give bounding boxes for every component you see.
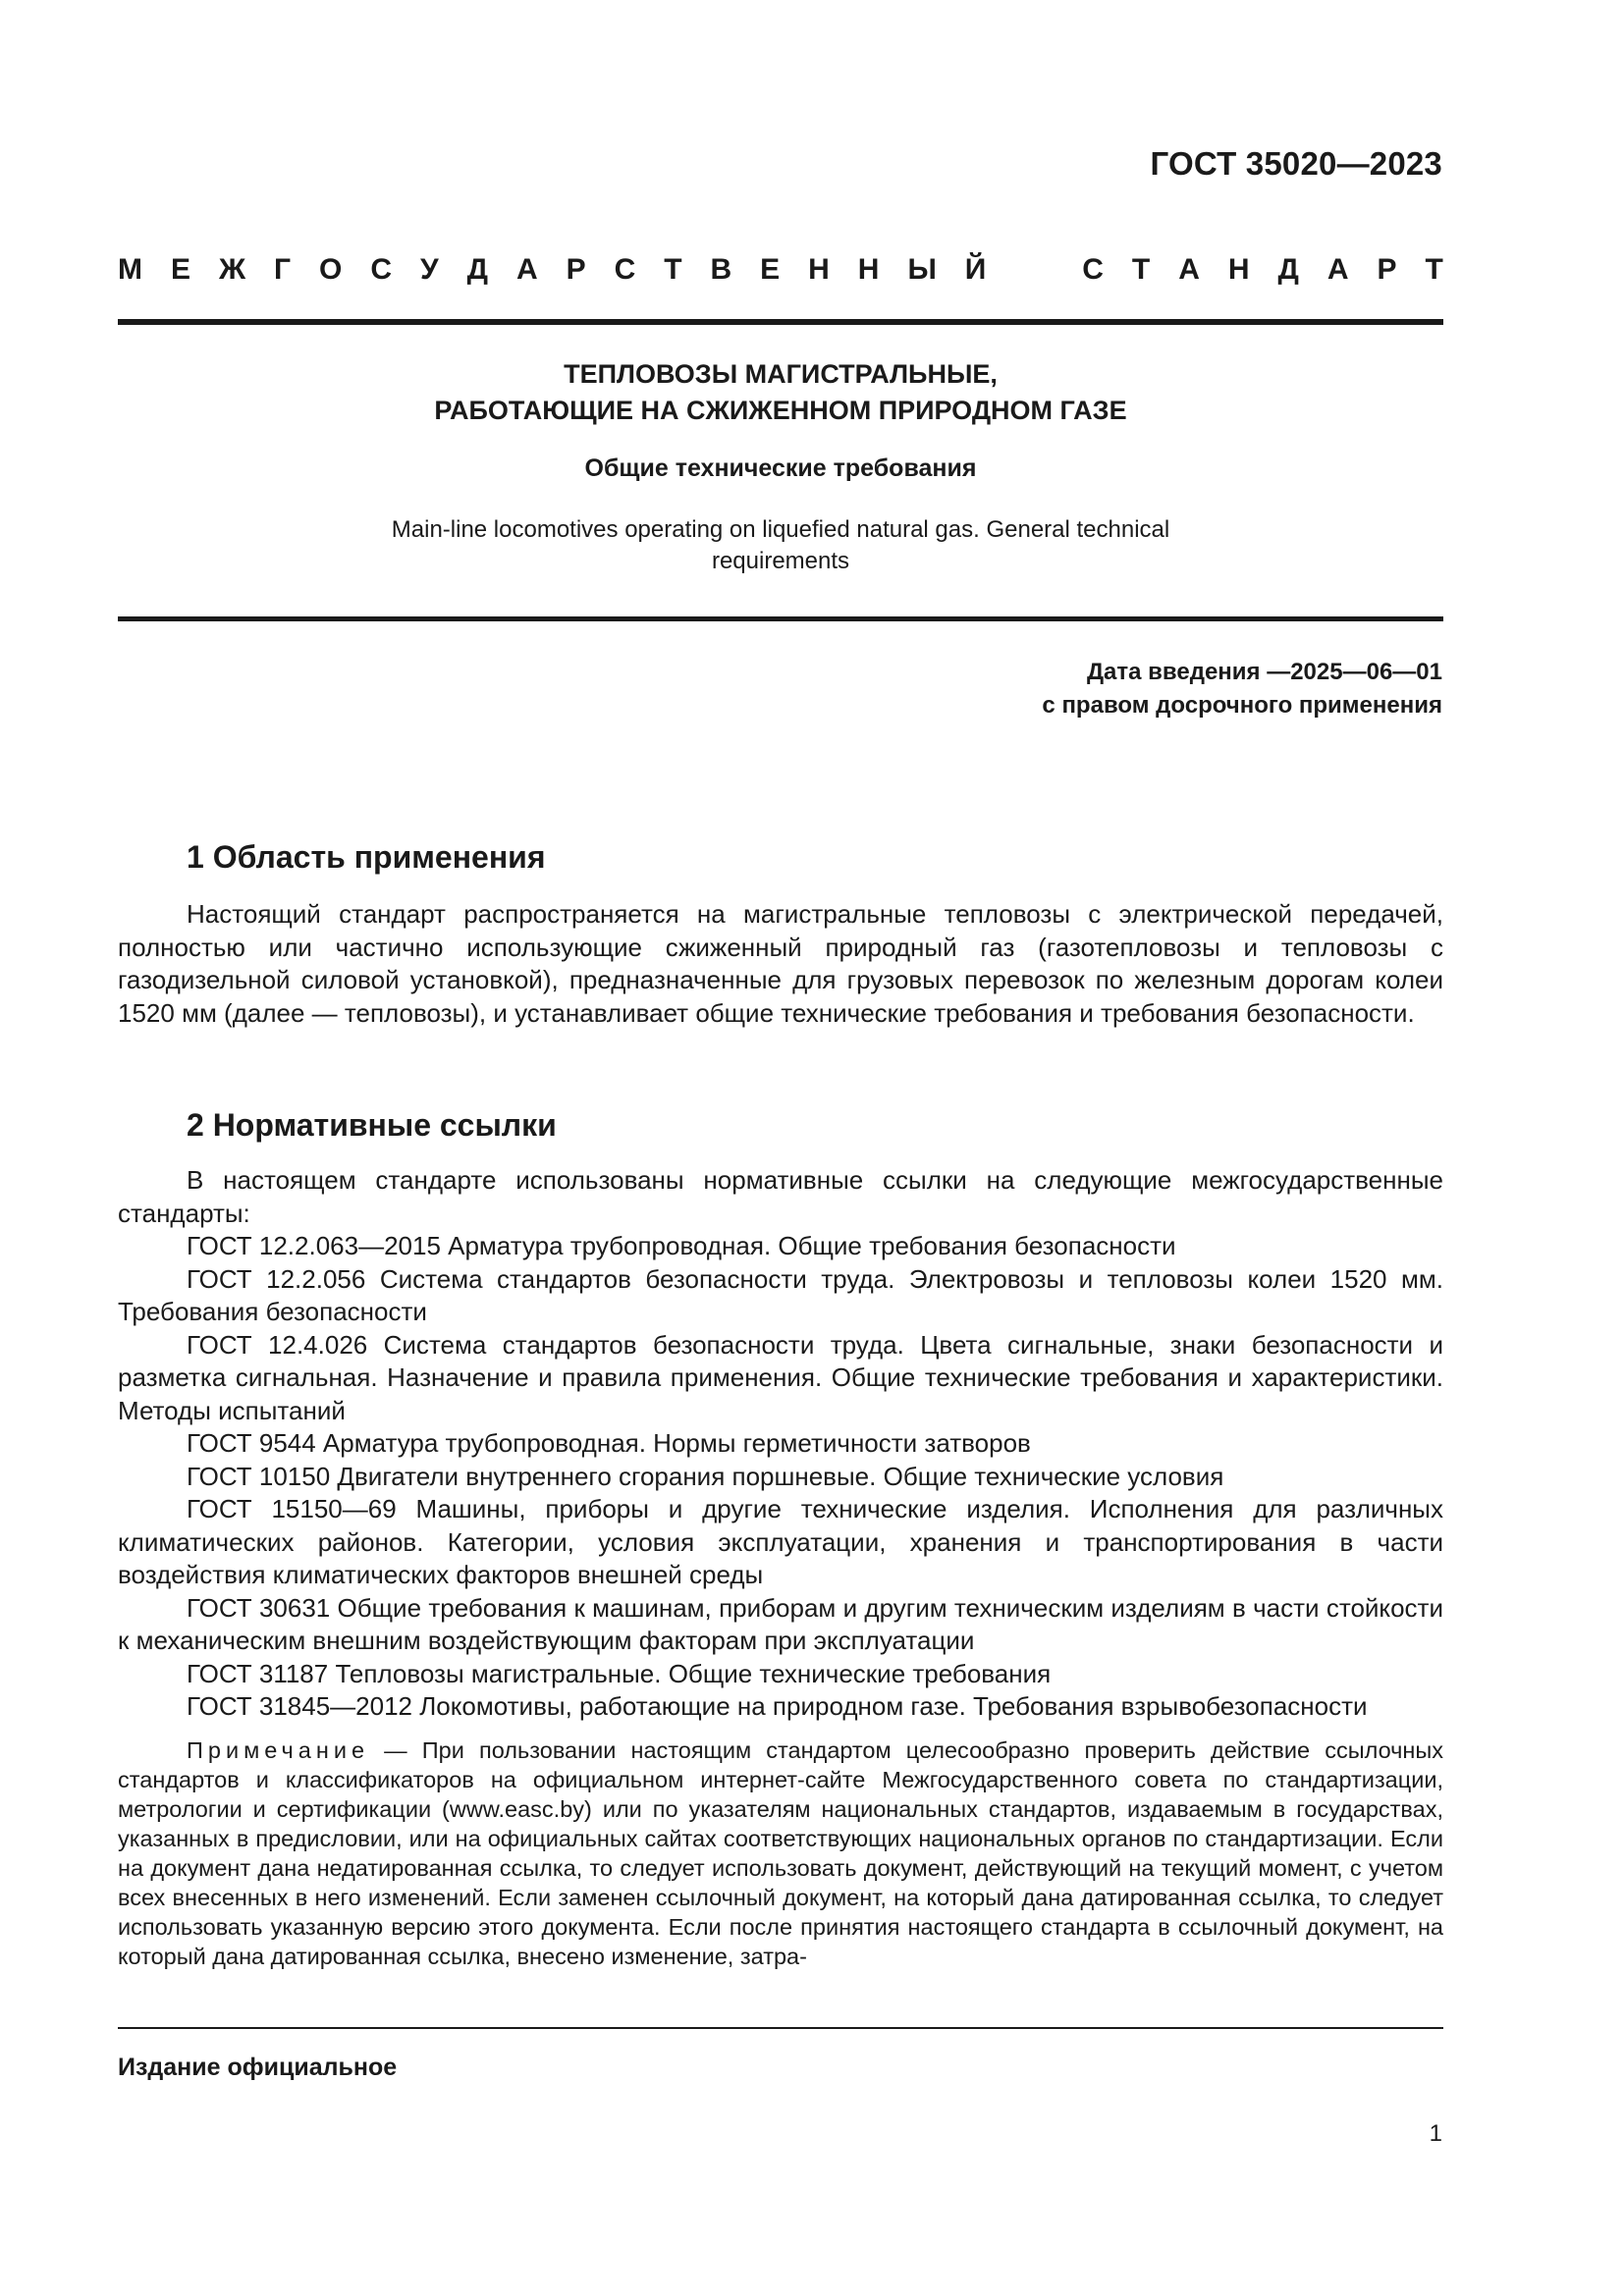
official-edition-label: Издание официальное [118,2054,398,2081]
standard-type-heading [118,253,1443,287]
letter: А [515,253,538,286]
reference-item: ГОСТ 31845—2012 Локомотивы, работающие на природном газе. Требования взрывобезопасности [187,1691,1368,1721]
letter: Р [566,253,586,286]
reference-item: ГОСТ 9544 Арматура трубопроводная. Нормы герметичности затворов [187,1428,1031,1458]
note-text: — При пользовании настоящим стандартом целесообразно проверить действие ссылочных стандартов и классификаторов на официальном интернет-сайте Межгосударственного совета по стандартизации, метрологии и сертификации (www.easc.by) или по указателям национальных стандартов, издаваемым в государствах, указанных в предисловии, или на официальных сайтах соответствующих национальных органов по стандартизации. Если на документ дана недатированная ссылка, то следует использовать документ, действующий на текущий момент, с учетом всех внесенных в него изменений. Если заменен ссылочный документ, на который дана датированная ссылка, то следует использовать указанную версию этого документа. Если после принятия настоящего стандарта в ссылочный документ, на который дана датированная ссылка, внесено изменение, затра- [118,1737,1443,1969]
document-code: ГОСТ 35020—2023 [1150,145,1442,182]
letter: Д [1277,253,1299,286]
paragraph: В настоящем стандарте использованы нормативные ссылки на следующие межгосударственные стандарты: [118,1165,1443,1228]
letter: Е [760,253,781,286]
english-title: Main-line locomotives operating on liquefied natural gas. General technical requirements [391,516,1170,574]
note-label: Примечание [187,1737,370,1763]
reference-item: ГОСТ 30631 Общие требования к машинам, приборам и другим техническим изделиям в части стойкости к механическим внешним воздействующим факторам при эксплуатации [118,1592,1443,1655]
reference-item: ГОСТ 10150 Двигатели внутреннего сгорания поршневые. Общие технические условия [187,1461,1224,1491]
section-2-heading: 2 Нормативные ссылки [187,1107,557,1143]
title-line-2: РАБОТАЮЩИЕ НА СЖИЖЕННОМ ПРИРОДНОМ ГАЗЕ [434,396,1127,425]
reference-item: ГОСТ 12.2.056 Система стандартов безопасности труда. Электровозы и тепловозы колеи 1520 мм. Требования безопасности [118,1263,1443,1326]
letter: Е [170,253,190,286]
early-application-line: с правом досрочного применения [1042,692,1442,719]
introduction-date-line: Дата введения —2025—06—01 [1086,659,1442,685]
letter: С [370,253,393,286]
letter: Н [1227,253,1250,286]
reference-item: ГОСТ 12.4.026 Система стандартов безопасности труда. Цвета сигнальные, знаки безопасности и разметка сигнальная. Назначение и правила применения. Общие технические требования и характеристики. Методы испытаний [118,1329,1443,1425]
footer-rule [118,2027,1443,2029]
reference-item: ГОСТ 12.2.063—2015 Арматура трубопроводная. Общие требования безопасности [187,1231,1176,1260]
letter: Т [1131,253,1151,286]
letter: М [118,253,142,286]
letter: Т [1425,253,1443,286]
page-number: 1 [1429,2120,1442,2147]
document-title [118,356,1443,429]
letter: А [1178,253,1200,286]
letter: Т [664,253,682,286]
letter: Ж [218,253,246,286]
title-rule [118,616,1443,621]
letter: У [419,253,439,286]
letter: Г [274,253,292,286]
header-rule [118,319,1443,325]
section-1-body [118,898,1443,1030]
section-1-heading: 1 Область применения [187,839,546,875]
letter: В [710,253,732,286]
word-gap [1014,253,1054,287]
letter: Ы [907,253,937,286]
letter: О [319,253,343,286]
letter: С [1082,253,1104,286]
document-subtitle: Общие технические требования [584,454,977,482]
title-line-1: ТЕПЛОВОЗЫ МАГИСТРАЛЬНЫЕ, [564,359,998,389]
paragraph: Настоящий стандарт распространяется на магистральные тепловозы с электрической передачей, полностью или частично использующие сжиженный природный газ (газотепловозы и тепловозы с газодизельной силовой установкой), предназначенные для грузовых перевозок по железным дорогам колеи 1520 мм (далее — тепловозы), и устанавливает общие технические требования и требования безопасности. [118,899,1443,1028]
reference-item: ГОСТ 31187 Тепловозы магистральные. Общие технические требования [187,1658,1052,1688]
section-2-body [118,1164,1443,1724]
letter: А [1326,253,1349,286]
letter: С [614,253,636,286]
letter: Й [964,253,987,286]
letter: Р [1377,253,1397,286]
note-block [118,1735,1443,1971]
reference-item: ГОСТ 15150—69 Машины, приборы и другие технические изделия. Исполнения для различных климатических районов. Категории, условия эксплуатации, хранения и транспортирования в части воздействия климатических факторов внешней среды [118,1494,1443,1589]
letter: Н [808,253,830,286]
letter: Д [466,253,488,286]
letter: Н [857,253,880,286]
introduction-date [1042,656,1442,722]
